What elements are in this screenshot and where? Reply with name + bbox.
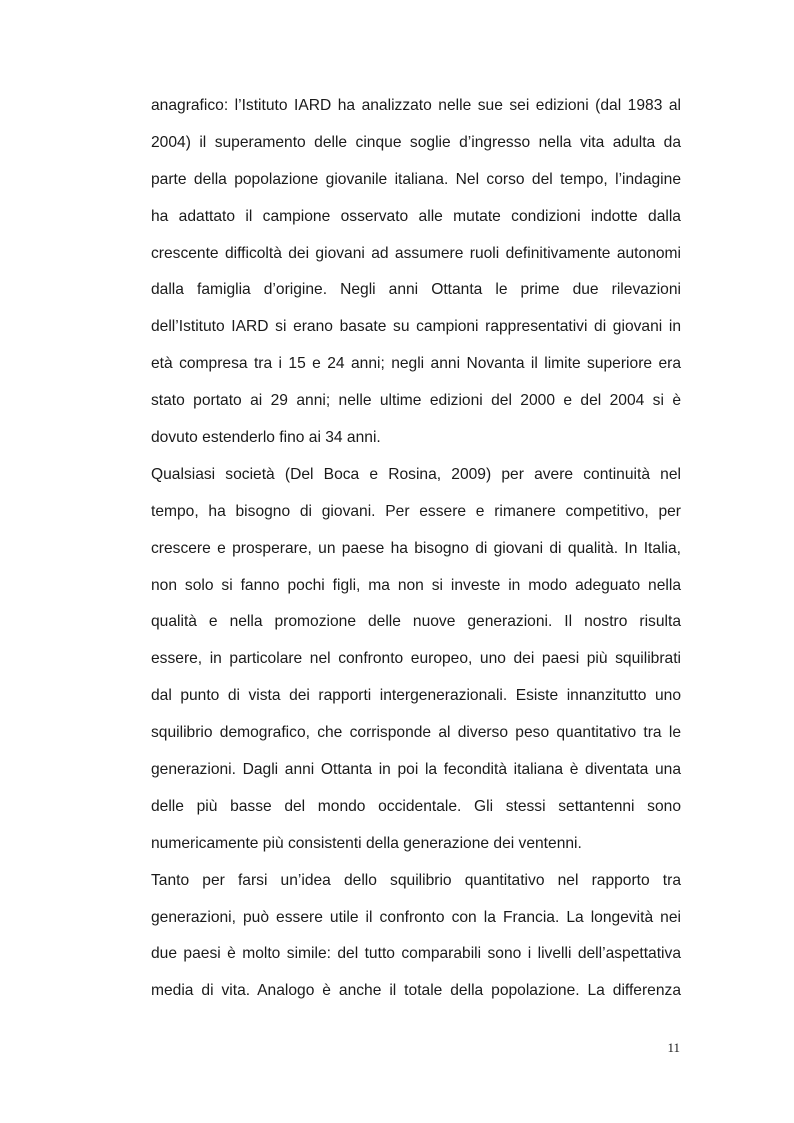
text-line: ha adattato il campione osservato alle mutate condizioni indotte dalla: [151, 207, 681, 225]
text-line: dalla famiglia d’origine. Negli anni Ottanta le prime due rilevazioni: [151, 281, 681, 299]
text-line: 2004) il superamento delle cinque soglie d’ingresso nella vita adulta da: [151, 133, 681, 151]
text-line: non solo si fanno pochi figli, ma non si investe in modo adeguato nella: [151, 576, 681, 594]
text-line: essere, in particolare nel confronto europeo, uno dei paesi più squilibrati: [151, 650, 681, 668]
text-line: squilibrio demografico, che corrisponde al diverso peso quantitativo tra le: [151, 724, 681, 742]
text-line: età compresa tra i 15 e 24 anni; negli anni Novanta il limite superiore era: [151, 355, 681, 373]
text-line: dovuto estenderlo fino ai 34 anni.: [151, 429, 381, 447]
page-number: 11: [667, 1040, 680, 1055]
text-line: tempo, ha bisogno di giovani. Per essere e rimanere competitivo, per: [151, 502, 681, 520]
body-text: [151, 88, 681, 1010]
paragraph-3: [151, 863, 681, 1011]
text-line: crescere e prosperare, un paese ha bisogno di giovani di qualità. In Italia,: [151, 539, 681, 557]
text-line: qualità e nella promozione delle nuove generazioni. Il nostro risulta: [151, 613, 681, 631]
text-line: dal punto di vista dei rapporti intergenerazionali. Esiste innanzitutto uno: [151, 687, 681, 705]
text-line: media di vita. Analogo è anche il totale della popolazione. La differenza: [151, 982, 681, 1000]
text-line: stato portato ai 29 anni; nelle ultime edizioni del 2000 e del 2004 si è: [151, 392, 681, 410]
text-line: delle più basse del mondo occidentale. Gli stessi settantenni sono: [151, 797, 681, 815]
text-line: Tanto per farsi un’idea dello squilibrio quantitativo nel rapporto tra: [151, 871, 681, 889]
text-line: anagrafico: l’Istituto IARD ha analizzato nelle sue sei edizioni (dal 1983 al: [151, 97, 681, 114]
text-line: due paesi è molto simile: del tutto comparabili sono i livelli dell’aspettativa: [151, 945, 681, 963]
text-line: parte della popolazione giovanile italiana. Nel corso del tempo, l’indagine: [151, 170, 681, 188]
text-line: dell’Istituto IARD si erano basate su campioni rappresentativi di giovani in: [151, 318, 681, 336]
text-line: crescente difficoltà dei giovani ad assumere ruoli definitivamente autonomi: [151, 244, 681, 262]
text-line: numericamente più consistenti della generazione dei ventenni.: [151, 834, 582, 852]
paragraph-1: [151, 88, 681, 457]
paragraph-2: [151, 457, 681, 863]
text-line: Qualsiasi società (Del Boca e Rosina, 2009) per avere continuità nel: [151, 465, 681, 483]
text-line: generazioni. Dagli anni Ottanta in poi la fecondità italiana è diventata una: [151, 761, 681, 779]
text-line: generazioni, può essere utile il confronto con la Francia. La longevità nei: [151, 908, 681, 926]
